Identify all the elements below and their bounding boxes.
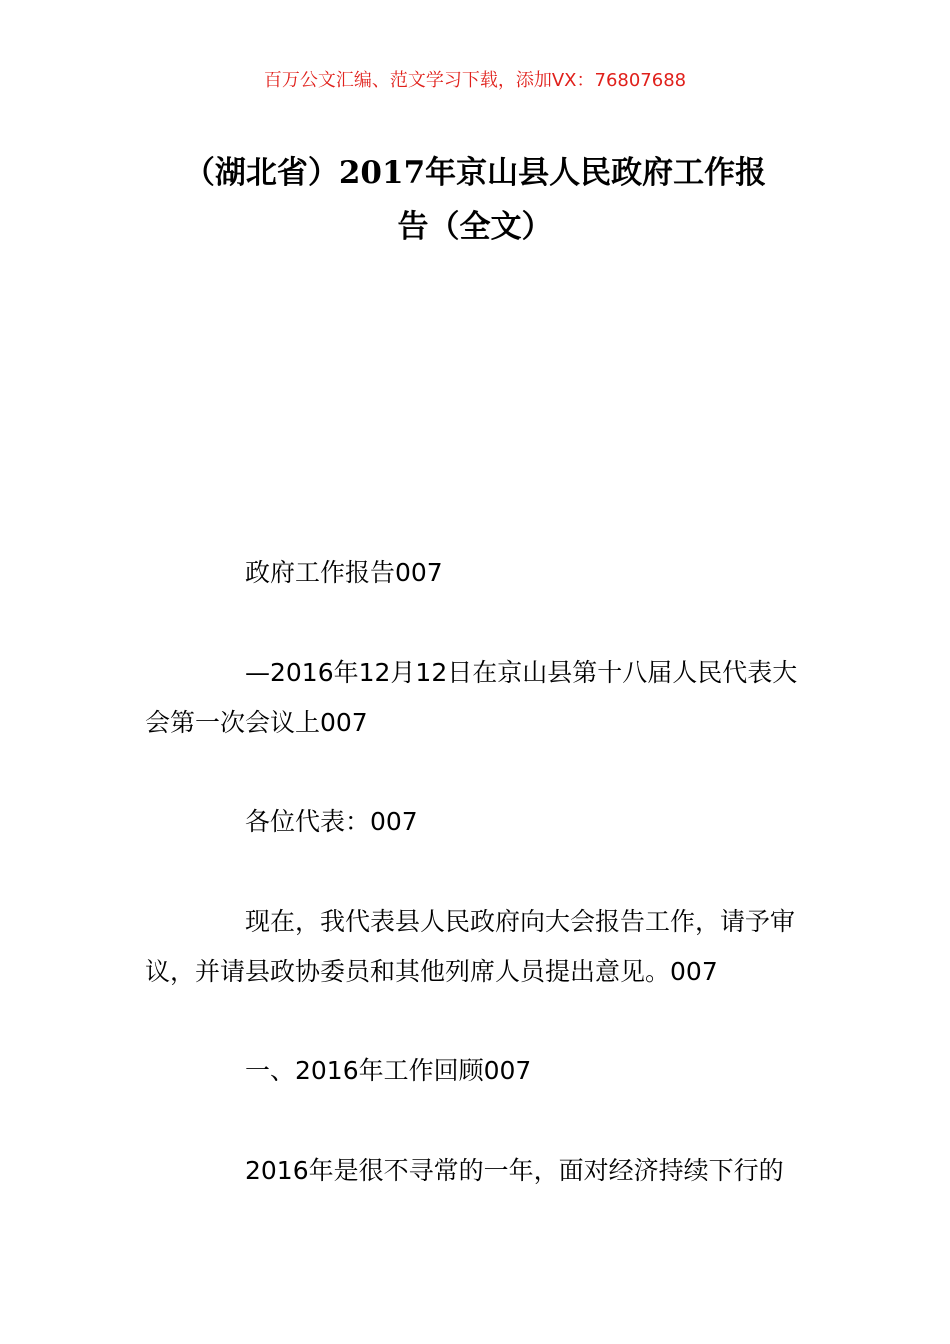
paragraph-salutation: 各位代表：007 (245, 807, 418, 836)
title-line-2: 告（全文） (397, 209, 553, 245)
header-watermark-note: 百万公文汇编、范文学习下载，添加VX：76807688 (263, 70, 687, 91)
document-title (140, 146, 810, 254)
paragraph-meeting-date: —2016年12月12日在京山县第十八届人民代表大会第一次会议上007 (145, 658, 798, 737)
paragraph-report-heading: 政府工作报告007 (245, 558, 443, 587)
title-line-1: （湖北省）2017年京山县人民政府工作报 (183, 155, 767, 191)
paragraph-section-heading: 一、2016年工作回顾007 (245, 1056, 532, 1085)
paragraph-intro: 现在，我代表县人民政府向大会报告工作，请予审议，并请县政协委员和其他列席人员提出意见。007 (145, 907, 796, 986)
paragraph-body-start: 2016年是很不寻常的一年，面对经济持续下行的 (245, 1156, 784, 1185)
